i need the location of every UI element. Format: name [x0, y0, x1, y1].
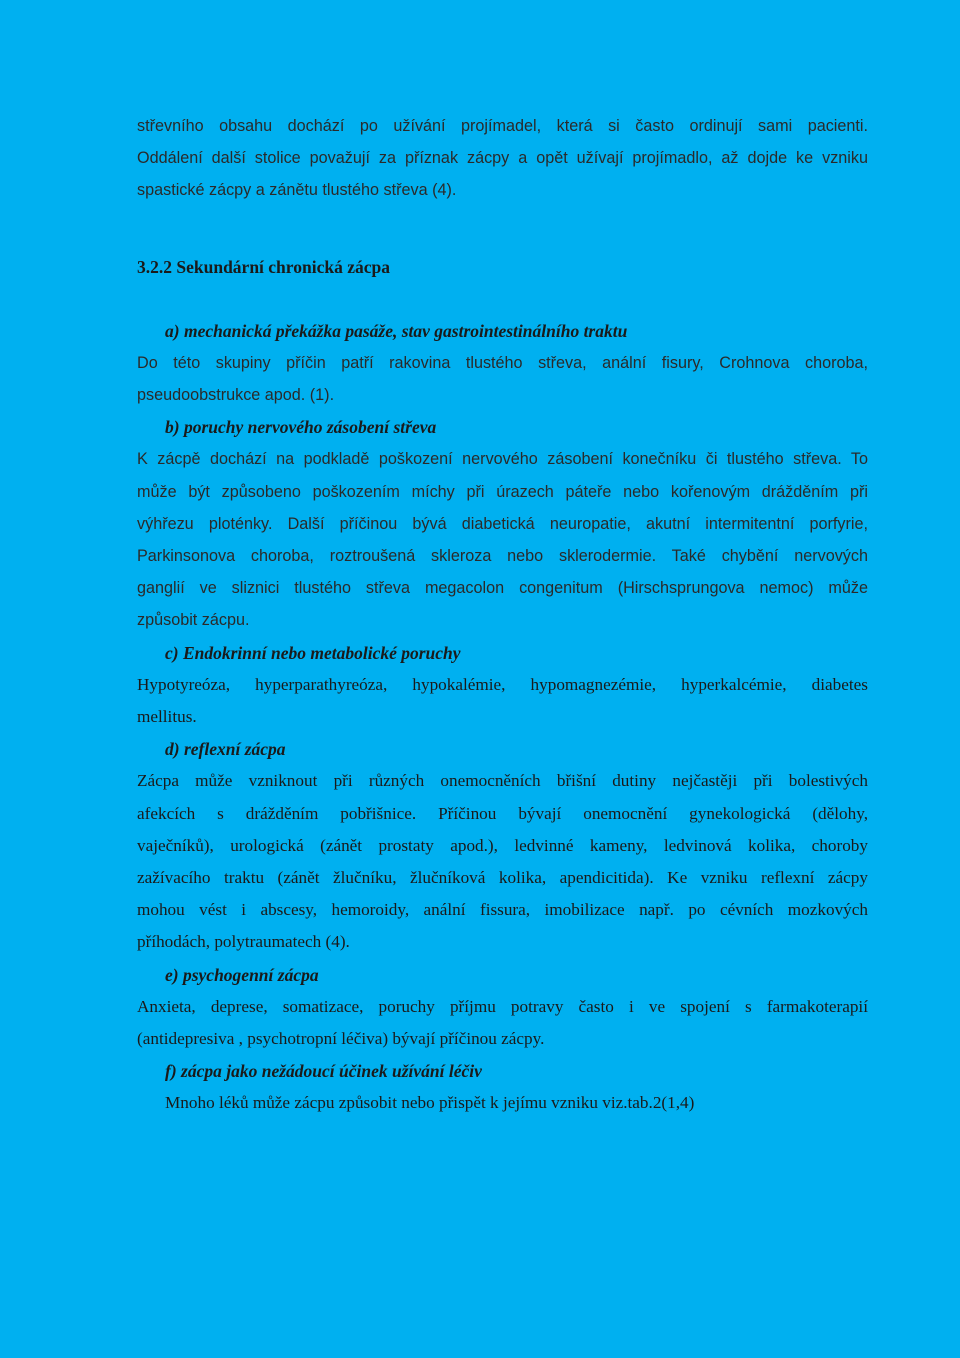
intro-line: Oddálení další stolice považují za příznak zácpy a opět užívají projímadlo, až dojde ke vzniku [137, 149, 868, 168]
text-line: Anxieta, deprese, somatizace, poruchy příjmu potravy často i ve spojení s farmakoterapií [137, 996, 868, 1016]
item-e-title: e) psychogenní zácpa [165, 964, 319, 985]
text-line: K zácpě dochází na podkladě poškození nervového zásobení konečníku či tlustého střeva. To [137, 450, 868, 469]
text-line: Zácpa může vzniknout při různých onemocněních břišní dutiny nejčastěji při bolestivých [137, 771, 868, 791]
section-heading: 3.2.2 Sekundární chronická zácpa [137, 256, 390, 277]
item-a-title: a) mechanická překážka pasáže, stav gastrointestinálního traktu [165, 320, 628, 341]
item-c-title: c) Endokrinní nebo metabolické poruchy [165, 642, 461, 663]
text-line: zažívacího traktu (zánět žlučníku, žlučníková kolika, apendicitida). Ke vzniku reflexní zácpy [137, 868, 868, 888]
text-line: příhodách, polytraumatech (4). [137, 932, 350, 952]
text-line: (antidepresiva , psychotropní léčiva) bývají příčinou zácpy. [137, 1029, 545, 1049]
intro-line: spastické zácpy a zánětu tlustého střeva (4). [137, 181, 457, 200]
text-line: afekcích s drážděním pobřišnice. Příčinou bývají onemocnění gynekologická (dělohy, [137, 803, 868, 823]
item-c-text [137, 669, 868, 733]
text-line: vaječníků), urologická (zánět prostaty apod.), ledvinné kameny, ledvinová kolika, choroby [137, 835, 868, 855]
item-d-text [137, 765, 868, 958]
document-page [137, 110, 868, 1120]
text-line: Do této skupiny příčin patří rakovina tlustého střeva, anální fisury, Crohnova choroba, [137, 353, 868, 372]
item-b-text [137, 443, 868, 636]
text-line: Mnoho léků může zácpu způsobit nebo přispět k jejímu vzniku viz.tab.2(1,4) [165, 1093, 695, 1113]
item-e-text [137, 991, 868, 1055]
text-line: ganglií ve sliznici tlustého střeva megacolon congenitum (Hirschsprungova nemoc) může [137, 579, 868, 598]
text-line: mellitus. [137, 707, 197, 727]
item-a-text [137, 347, 868, 411]
text-line: pseudoobstrukce apod. (1). [137, 386, 335, 405]
item-f-title: f) zácpa jako nežádoucí účinek užívání léčiv [165, 1061, 482, 1082]
text-line: Hypotyreóza, hyperparathyreóza, hypokalémie, hypomagnezémie, hyperkalcémie, diabetes [137, 674, 868, 694]
intro-line: střevního obsahu dochází po užívání projímadel, která si často ordinují sami pacienti. [137, 117, 868, 135]
text-line: způsobit zácpu. [137, 611, 250, 630]
item-d-title: d) reflexní zácpa [165, 739, 286, 760]
spacer [137, 283, 868, 315]
item-b-title: b) poruchy nervového zásobení střeva [165, 417, 437, 438]
text-line: výhřezu ploténky. Další příčinou bývá diabetická neuropatie, akutní intermitentní porfyrie, [137, 514, 868, 533]
spacer [137, 207, 868, 251]
text-line: Parkinsonova choroba, roztroušená skleroza nebo sklerodermie. Také chybění nervových [137, 547, 868, 566]
item-f-text [165, 1087, 868, 1119]
text-line: mohou vést i abscesy, hemoroidy, anální fissura, imobilizace např. po cévních mozkových [137, 900, 868, 920]
intro-paragraph [137, 110, 868, 207]
text-line: může být způsobeno poškozením míchy při úrazech páteře nebo kořenovým drážděním při [137, 482, 868, 501]
